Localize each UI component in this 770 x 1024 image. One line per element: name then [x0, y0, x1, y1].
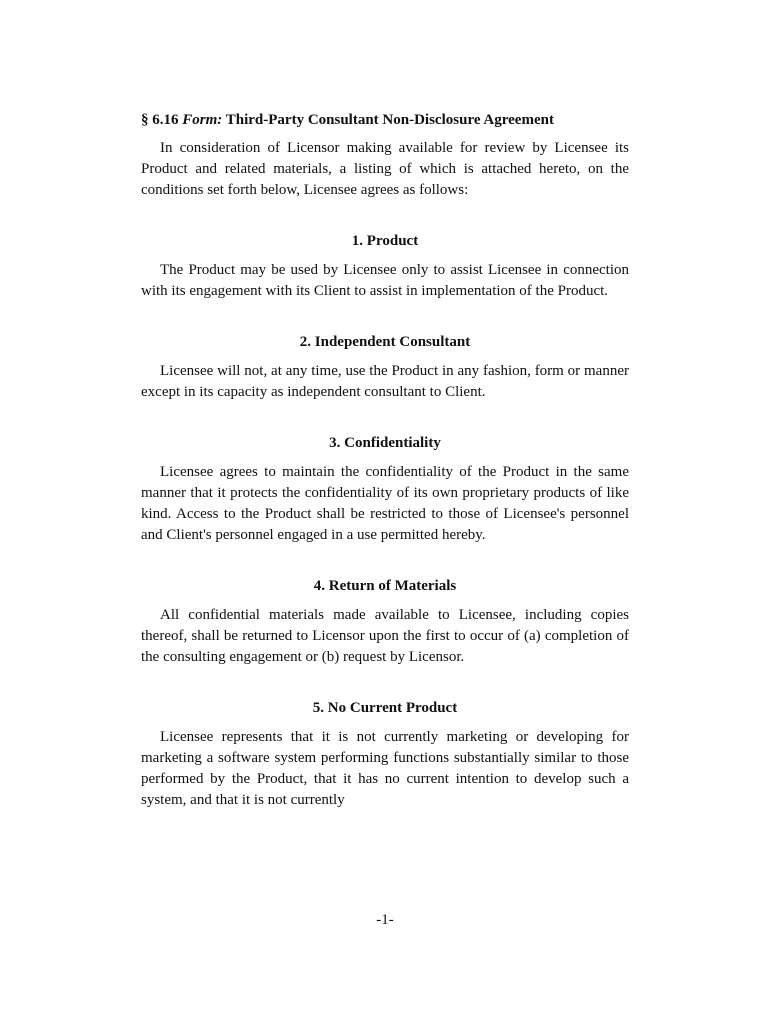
section-title: 1. Product [351, 233, 419, 249]
section-title: 4. Return of Materials [313, 578, 457, 594]
section-confidentiality [141, 433, 629, 546]
section-no-current-product [141, 698, 629, 811]
intro-paragraph: In consideration of Licensor making available for review by Licensee its Product and related materials, a listing of which is attached hereto, on the conditions set forth below, Licensee agrees as follows: [141, 140, 629, 198]
section-number: § 6.16 [141, 112, 179, 128]
document-title: Third-Party Consultant Non-Disclosure Agreement [225, 112, 554, 128]
section-body: Licensee agrees to maintain the confidentiality of the Product in the same manner that it protects the confidentiality of its own proprietary products of like kind. Access to the Product shall be restricted to those of Licensee's personnel and Client's personnel engaged in a use permitted hereby. [141, 464, 629, 543]
section-title: 5. No Current Product [312, 700, 458, 716]
section-body: All confidential materials made available to Licensee, including copies thereof, shall be returned to Licensor upon the first to occur of (a) completion of the consulting engagement or (b) request by Licensor. [141, 607, 629, 665]
section-product [141, 231, 629, 302]
section-title: 2. Independent Consultant [299, 334, 471, 350]
section-body: Licensee represents that it is not currently marketing or developing for marketing a software system performing functions substantially similar to those performed by the Product, that it has no current intention to develop such a system, and that it is not currently [141, 729, 629, 808]
section-body: Licensee will not, at any time, use the Product in any fashion, form or manner except in its capacity as independent consultant to Client. [141, 363, 629, 400]
form-label: Form: [182, 112, 223, 128]
document-page [141, 110, 629, 811]
section-body: The Product may be used by Licensee only to assist Licensee in connection with its engagement with its Client to assist in implementation of the Product. [141, 262, 629, 299]
page-number: -1- [376, 912, 394, 928]
section-independent-consultant [141, 332, 629, 403]
section-title: 3. Confidentiality [329, 435, 441, 451]
section-return-of-materials [141, 576, 629, 668]
document-heading [141, 110, 629, 131]
